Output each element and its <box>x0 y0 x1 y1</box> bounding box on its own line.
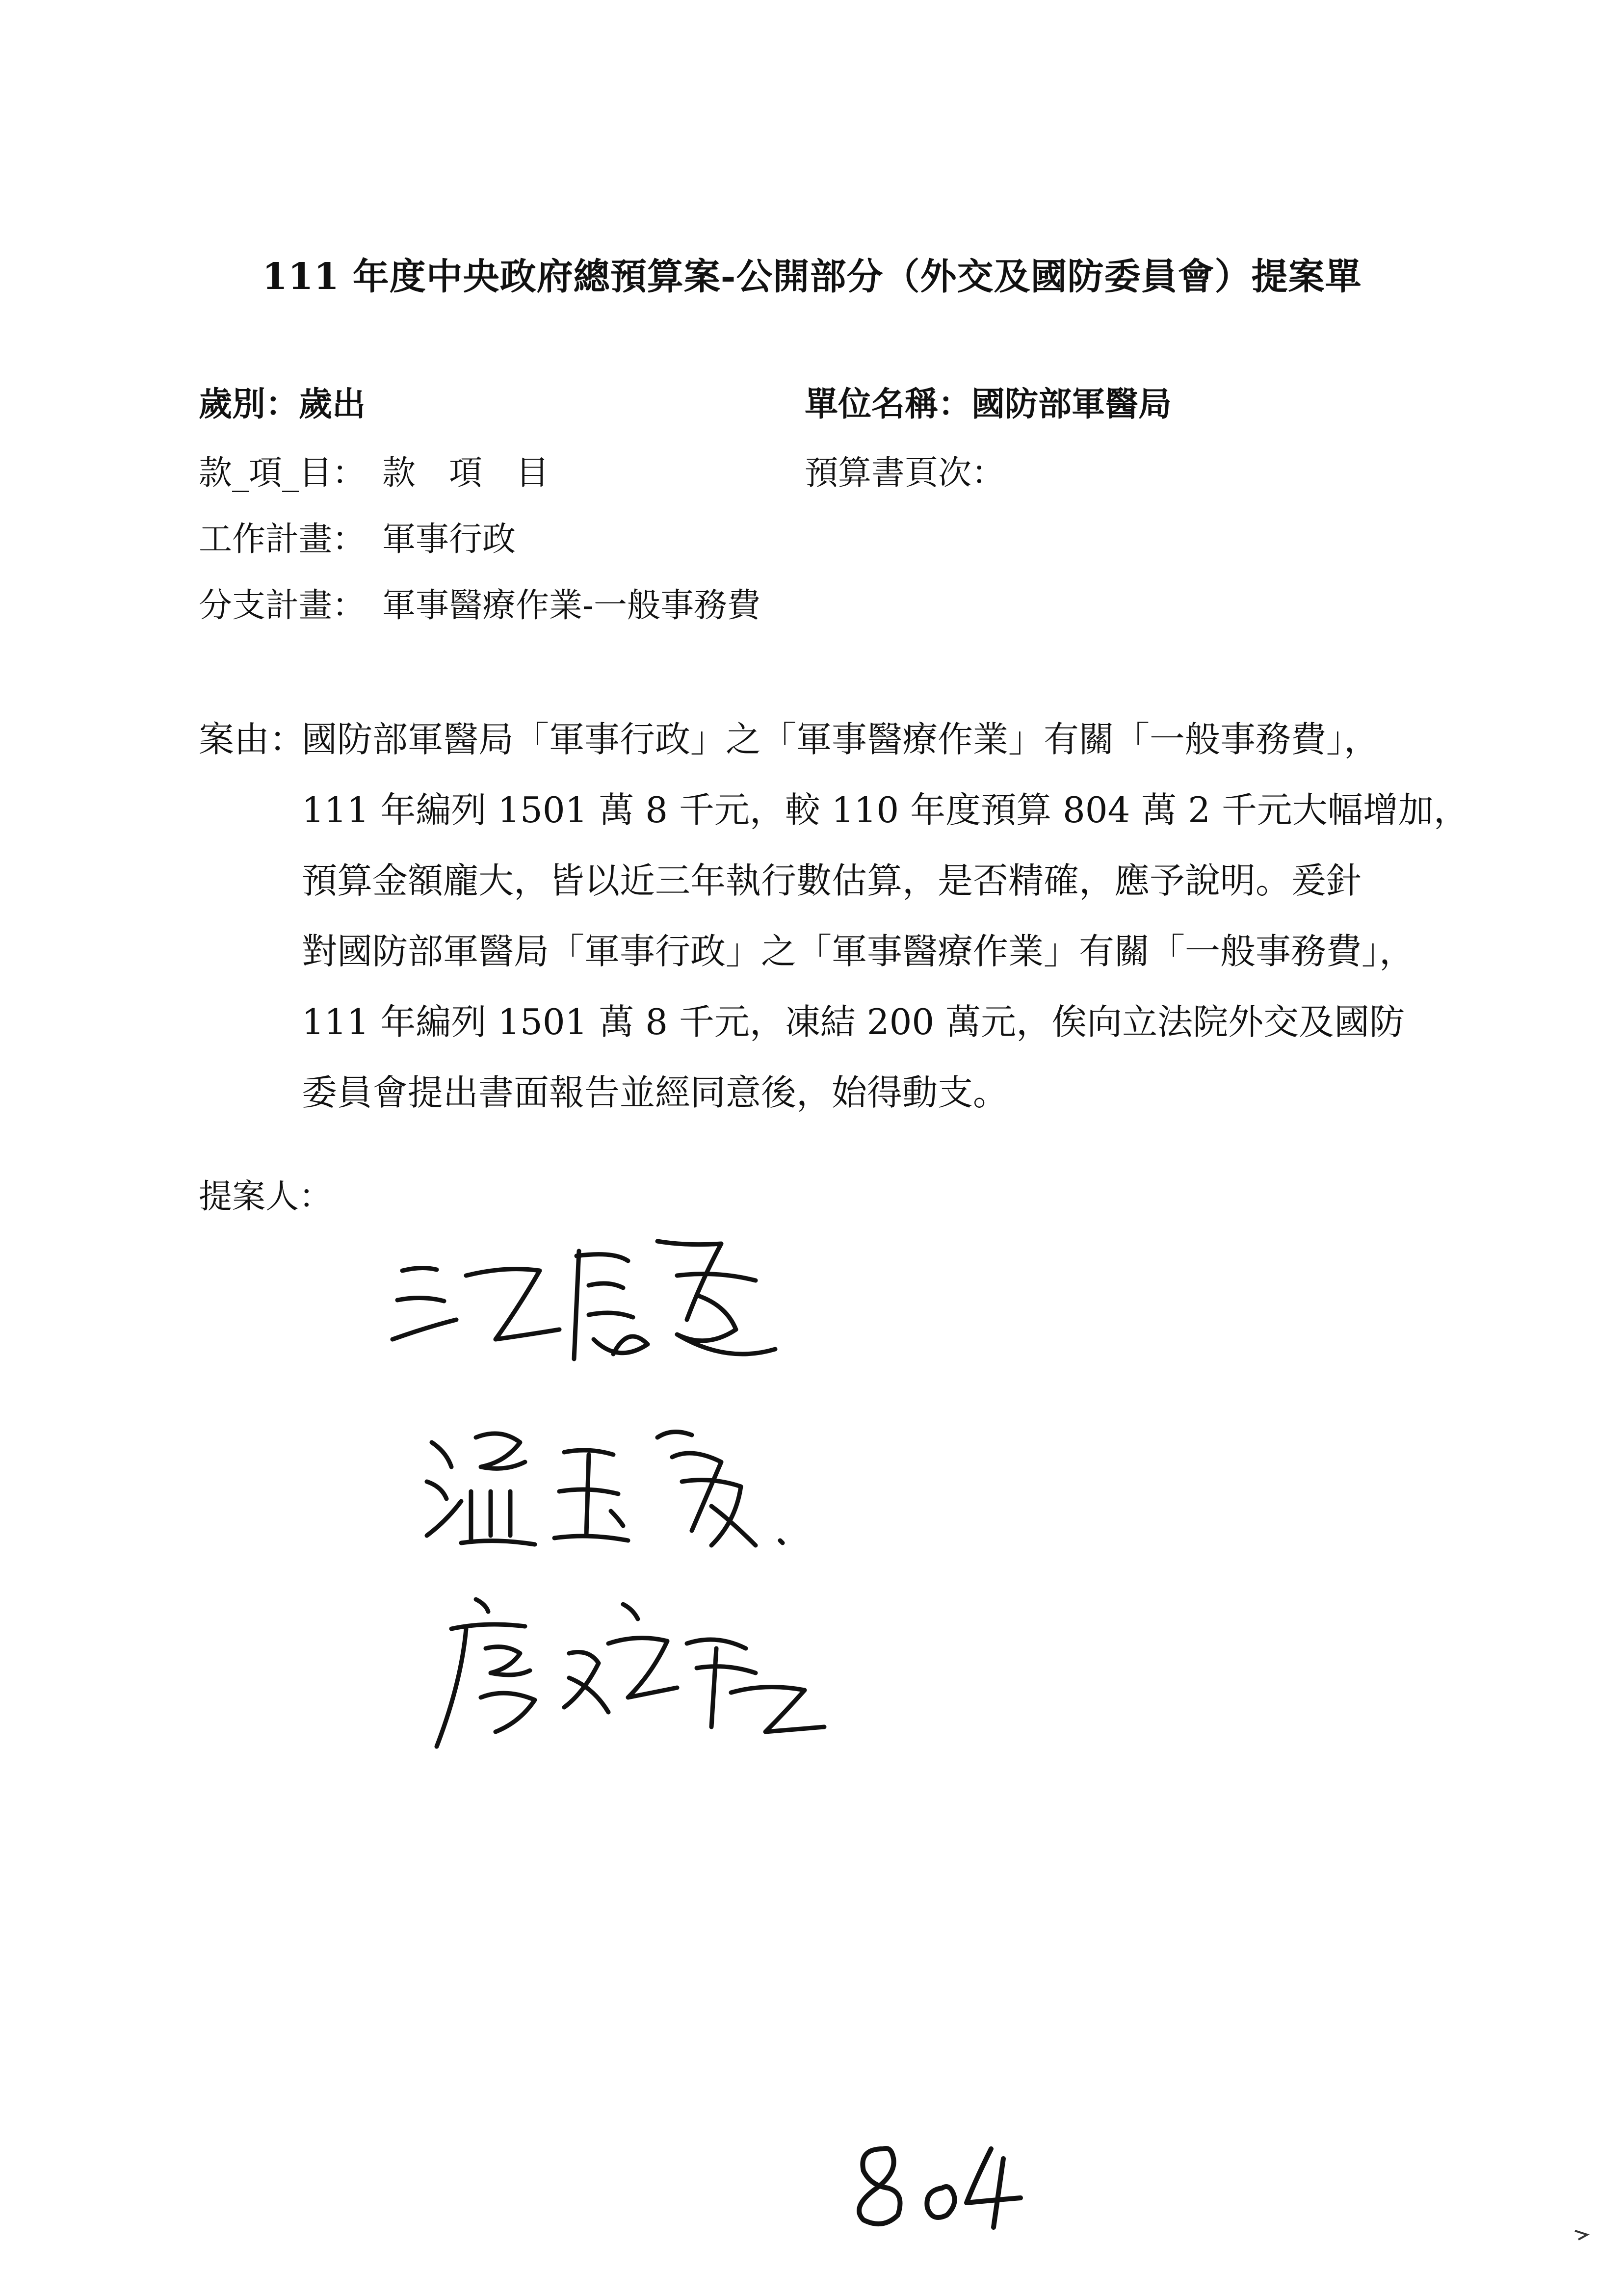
scan-mark <box>1572 2225 1592 2244</box>
proposer-label: 提案人： <box>199 1177 333 1216</box>
case-reason-line: 預算金額龐大，皆以近三年執行數估算，是否精確，應予說明。爰針 <box>302 860 1362 901</box>
case-reason-label: 案由： <box>199 719 305 760</box>
page-number-handwritten <box>829 2129 1035 2237</box>
case-reason-line: 111 年編列 1501 萬 8 千元，較 110 年度預算 804 萬 2 千元大幅增加， <box>302 789 1469 831</box>
sub-plan-field: 分支計畫： 軍事醫療作業-一般事務費 <box>199 586 760 625</box>
case-reason-line: 國防部軍醫局「軍事行政」之「軍事醫療作業」有關「一般事務費」， <box>302 719 1380 760</box>
category-field: 歲別：歲出 <box>199 385 366 424</box>
case-reason <box>199 704 1474 1128</box>
unit-name-field: 單位名稱：國防部軍醫局 <box>805 385 1172 424</box>
case-reason-line: 111 年編列 1501 萬 8 千元，凍結 200 萬元，俟向立法院外交及國防 <box>302 1001 1405 1043</box>
signature-3 <box>422 1585 844 1761</box>
signature-2 <box>417 1408 810 1565</box>
budget-page-field: 預算書頁次： <box>805 454 1005 493</box>
page-title: 111 年度中央政府總預算案-公開部分（外交及國防委員會）提案單 <box>262 256 1362 298</box>
case-reason-body <box>302 704 1474 1128</box>
signature-1 <box>383 1222 814 1383</box>
work-plan-field: 工作計畫： 軍事行政 <box>199 520 516 559</box>
case-reason-line: 委員會提出書面報告並經同意後，始得動支。 <box>302 1072 1009 1113</box>
item-field: 款_項_目： 款 項 目 <box>199 454 550 493</box>
case-reason-line: 對國防部軍醫局「軍事行政」之「軍事醫療作業」有關「一般事務費」， <box>302 931 1415 972</box>
